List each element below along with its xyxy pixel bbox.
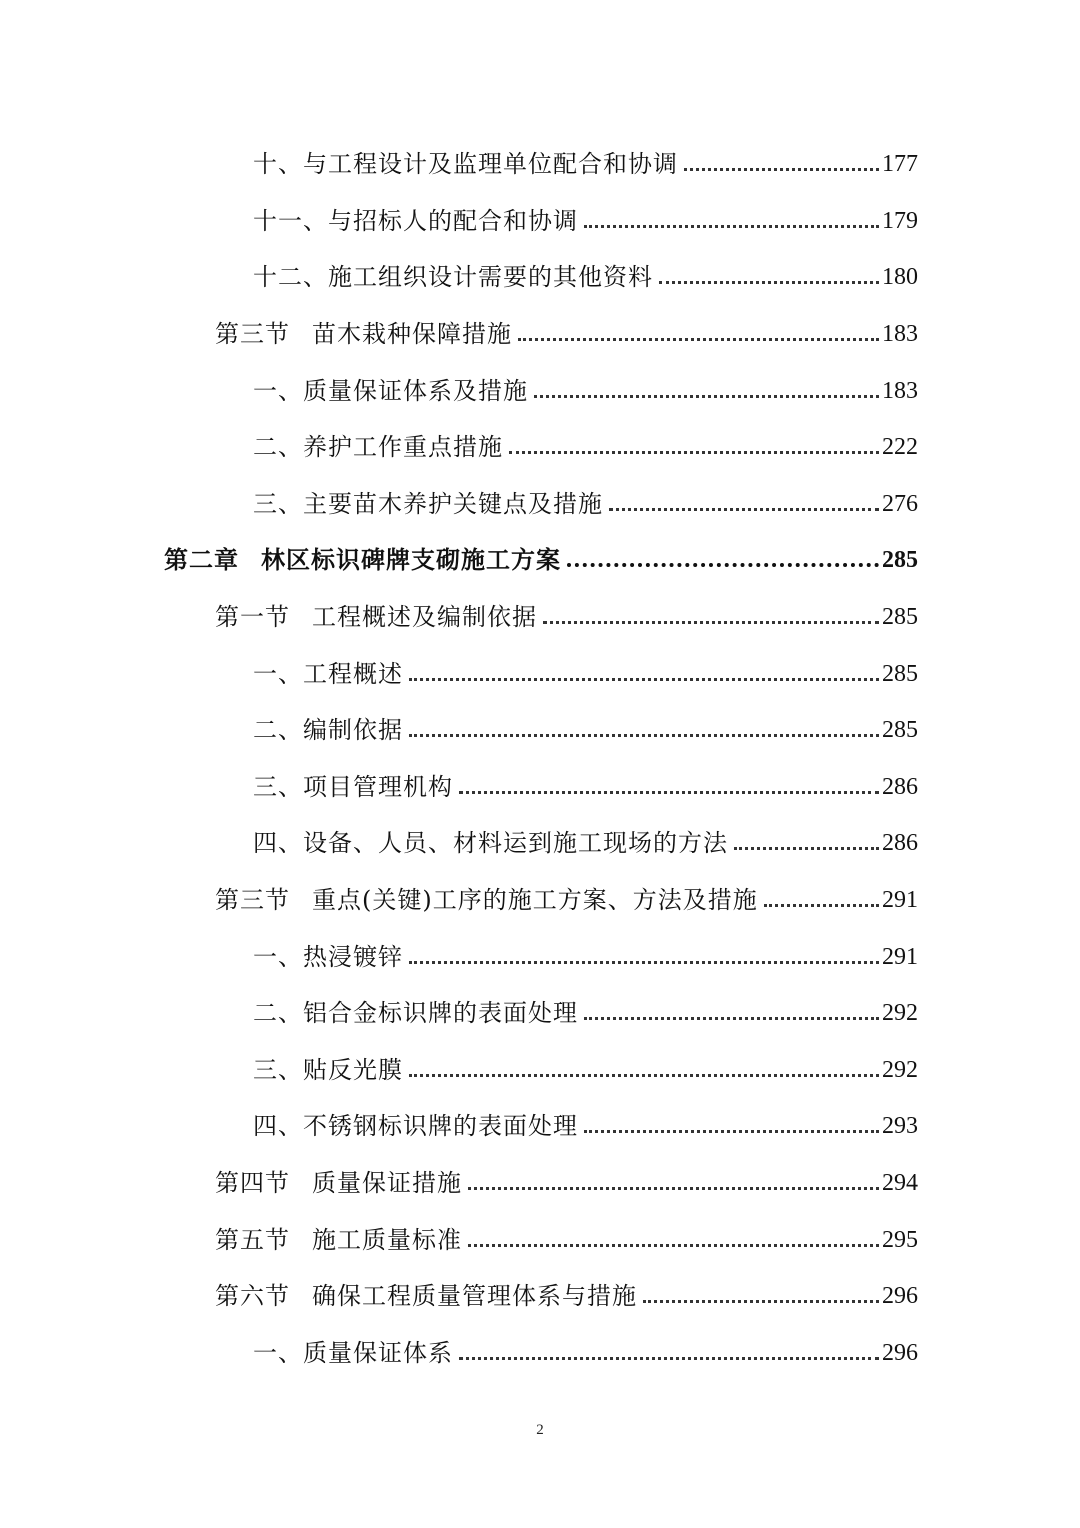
toc-entry[interactable]	[253, 480, 918, 520]
toc-entry-title: 十、与工程设计及监理单位配合和协调	[253, 150, 678, 178]
toc-entry-number: 第二章	[164, 545, 239, 574]
toc-entry-page: 285	[882, 661, 918, 687]
toc-entry-number: 第三节	[215, 320, 290, 348]
toc-entry[interactable]	[253, 989, 918, 1029]
toc-leader-dots	[659, 281, 879, 284]
toc-entry-page: 285	[882, 604, 918, 630]
toc-entry-number: 第三节	[215, 886, 290, 914]
toc-entry-title: 一、热浸镀锌	[253, 943, 403, 971]
toc-entry-title: 二、铝合金标识牌的表面处理	[253, 999, 578, 1027]
toc-entry[interactable]	[215, 310, 918, 350]
toc-entry-page: 296	[882, 1283, 918, 1309]
toc-leader-dots	[584, 1130, 879, 1133]
toc-entry-title: 十二、施工组织设计需要的其他资料	[253, 263, 653, 291]
toc-entry-title	[215, 884, 758, 916]
toc-entry-title: 三、贴反光膜	[253, 1056, 403, 1084]
toc-entry-title	[215, 1167, 462, 1199]
toc-entry[interactable]	[253, 1329, 918, 1369]
toc-entry[interactable]	[215, 1159, 918, 1199]
toc-entry-page: 285	[882, 547, 918, 573]
toc-leader-dots	[643, 1300, 879, 1303]
toc-entry-title	[215, 601, 537, 633]
toc-leader-dots	[459, 1357, 879, 1360]
toc-entry-title: 三、主要苗木养护关键点及措施	[253, 490, 603, 518]
toc-entry-page: 296	[882, 1340, 918, 1366]
toc-entry[interactable]	[215, 876, 918, 916]
toc-entry-title: 四、设备、人员、材料运到施工现场的方法	[253, 829, 728, 857]
toc-entry-page: 180	[882, 264, 918, 290]
toc-entry-page: 292	[882, 1000, 918, 1026]
toc-leader-dots	[459, 791, 879, 794]
toc-leader-dots	[468, 1187, 879, 1190]
toc-leader-dots	[584, 225, 879, 228]
toc-entry[interactable]	[253, 197, 918, 237]
toc-entry-text: 苗木栽种保障措施	[312, 320, 512, 348]
toc-entry-title: 二、养护工作重点措施	[253, 433, 503, 461]
toc-entry-page: 177	[882, 151, 918, 177]
toc-entry-title: 一、质量保证体系	[253, 1339, 453, 1367]
toc-entry-text: 质量保证措施	[312, 1169, 462, 1197]
toc-entry-page: 286	[882, 830, 918, 856]
toc-entry[interactable]	[253, 650, 918, 690]
toc-leader-dots	[409, 734, 879, 737]
toc-leader-dots	[734, 847, 879, 850]
toc-entry[interactable]	[253, 367, 918, 407]
toc-entry[interactable]	[215, 1216, 918, 1256]
toc-entry[interactable]	[253, 1102, 918, 1142]
toc-entry[interactable]	[253, 763, 918, 803]
toc-entry[interactable]	[215, 593, 918, 633]
toc-entry-title: 一、工程概述	[253, 660, 403, 688]
toc-entry-title: 二、编制依据	[253, 716, 403, 744]
toc-leader-dots	[509, 451, 879, 454]
toc-entry-page: 295	[882, 1227, 918, 1253]
toc-entry[interactable]	[253, 423, 918, 463]
toc-entry[interactable]	[253, 706, 918, 746]
toc-entry-text: 确保工程质量管理体系与措施	[312, 1282, 637, 1310]
toc-entry-page: 294	[882, 1170, 918, 1196]
toc-leader-dots	[764, 904, 879, 907]
toc-entry-page: 293	[882, 1113, 918, 1139]
toc-entry-number: 第四节	[215, 1169, 290, 1197]
toc-leader-dots	[543, 621, 879, 624]
toc-leader-dots	[468, 1244, 879, 1247]
toc-entry-number: 第六节	[215, 1282, 290, 1310]
toc-entry-page: 179	[882, 208, 918, 234]
toc-leader-dots	[409, 1074, 879, 1077]
page-number: 2	[536, 1422, 544, 1438]
toc-entry-title: 一、质量保证体系及措施	[253, 377, 528, 405]
toc-entry-title: 三、项目管理机构	[253, 773, 453, 801]
toc-entry-page: 276	[882, 491, 918, 517]
toc-entry-text: 施工质量标准	[312, 1226, 462, 1254]
toc-entry-page: 183	[882, 321, 918, 347]
toc-entry-title	[164, 544, 561, 576]
toc-entry[interactable]	[215, 1272, 918, 1312]
toc-entry-page: 286	[882, 774, 918, 800]
toc-entry-title	[215, 1224, 462, 1256]
toc-chapter-entry[interactable]	[164, 536, 918, 576]
toc-entry[interactable]	[253, 140, 918, 180]
toc-leader-dots	[584, 1017, 879, 1020]
toc-entry-page: 285	[882, 717, 918, 743]
toc-leader-dots	[567, 563, 879, 567]
toc-entry-title: 十一、与招标人的配合和协调	[253, 207, 578, 235]
toc-entry-number: 第五节	[215, 1226, 290, 1254]
toc-entry[interactable]	[253, 819, 918, 859]
toc-entry-title: 四、不锈钢标识牌的表面处理	[253, 1112, 578, 1140]
toc-leader-dots	[409, 678, 879, 681]
toc-entry[interactable]	[253, 253, 918, 293]
toc-entry-page: 183	[882, 378, 918, 404]
toc-entry-text: 工程概述及编制依据	[312, 603, 537, 631]
toc-leader-dots	[409, 961, 879, 964]
toc-entry-page: 291	[882, 887, 918, 913]
toc-leader-dots	[684, 168, 879, 171]
toc-entry-title	[215, 318, 512, 350]
toc-entry[interactable]	[253, 933, 918, 973]
toc-entry-title	[215, 1280, 637, 1312]
toc-leader-dots	[534, 395, 879, 398]
toc-entry[interactable]	[253, 1046, 918, 1086]
toc-leader-dots	[518, 338, 879, 341]
toc-entry-number: 第一节	[215, 603, 290, 631]
toc-entry-page: 222	[882, 434, 918, 460]
toc-entry-page: 292	[882, 1057, 918, 1083]
toc-entry-page: 291	[882, 944, 918, 970]
toc-entry-text: 重点(关键)工序的施工方案、方法及措施	[312, 886, 758, 914]
toc-leader-dots	[609, 508, 879, 511]
toc-entry-text: 林区标识碑牌支砌施工方案	[261, 545, 561, 574]
